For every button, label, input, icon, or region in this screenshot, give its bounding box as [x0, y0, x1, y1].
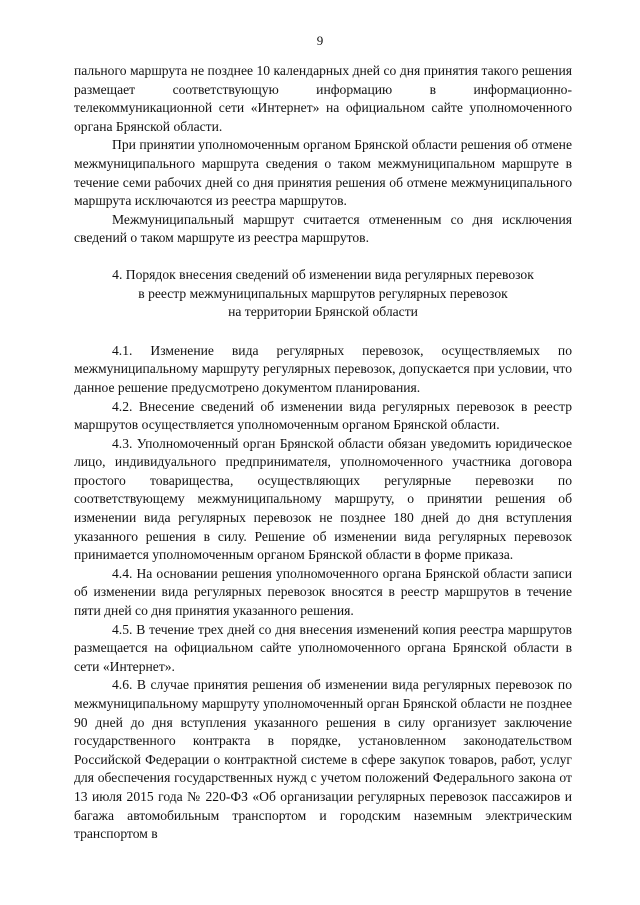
section-heading-line: 4. Порядок внесения сведений об изменении вида регулярных перевозок	[112, 266, 534, 282]
paragraph-continuation: пального маршрута не позднее 10 календарных дней со дня принятия такого решения размещает соответствующую информацию в информационно-телекоммуникационной сети «Интернет» на официальном сайте уполномоченного органа Брянской области.	[74, 63, 572, 134]
clause-4-5: 4.5. В течение трех дней со дня внесения изменений копия реестра маршрутов размещается на официальном сайте уполномоченного органа Брянской области в сети «Интернет».	[74, 621, 572, 674]
paragraph-route-cancelled: Межмуниципальный маршрут считается отмененным со дня исключения сведений о таком маршруте из реестра маршрутов.	[74, 211, 572, 246]
page-number: 9	[316, 33, 324, 48]
clause-4-1: 4.1. Изменение вида регулярных перевозок, осуществляемых по межмуниципальному маршруту регулярных перевозок, допускается при условии, что данное решение предусмотрено документом планирования.	[74, 342, 572, 395]
section-heading	[74, 266, 572, 322]
clause-4-3: 4.3. Уполномоченный орган Брянской области обязан уведомить юридическое лицо, индивидуального предпринимателя, уполномоченного участника договора простого товарищества, осуществляющих регулярные перевозки по соответствующему межмуниципальному маршруту, о принятии решения об изменении вида регулярных перевозок не позднее 180 дней до дня вступления указанного решения в силу. Решение об изменении вида регулярных перевозок принимается уполномоченным органом Брянской области в форме приказа.	[74, 435, 572, 563]
clause-4-2: 4.2. Внесение сведений об изменении вида регулярных перевозок в реестр маршрутов осуществляется уполномоченным органом Брянской области.	[74, 398, 572, 433]
document-body	[74, 62, 572, 844]
section-heading-line: на территории Брянской области	[228, 304, 418, 320]
clause-4-6: 4.6. В случае принятия решения об изменении вида регулярных перевозок по межмуниципальному маршруту уполномоченный орган Брянской области не позднее 90 дней до дня вступления указанного решения в силу организует заключение государственного контракта в порядке, установленном законодательством Российской Федерации о контрактной системе в сфере закупок товаров, работ, услуг для обеспечения государственных нужд с учетом положений Федерального закона от 13 июля 2015 года № 220-ФЗ «Об организации регулярных перевозок пассажиров и багажа автомобильным транспортом и городским наземным электрическим транспортом в	[74, 677, 572, 842]
clause-4-4: 4.4. На основании решения уполномоченного органа Брянской области записи об изменении вида регулярных перевозок вносятся в реестр маршрутов в течение пяти дней со дня принятия указанного решения.	[74, 565, 572, 619]
section-heading-line: в реестр межмуниципальных маршрутов регулярных перевозок	[138, 285, 508, 301]
paragraph-route-cancellation-info: При принятии уполномоченным органом Брянской области решения об отмене межмуниципального маршрута сведения о таком межмуниципальном маршруте в течение семи рабочих дней со дня принятия решения об отмене межмуниципального маршрута исключаются из реестра маршрутов.	[74, 137, 572, 209]
